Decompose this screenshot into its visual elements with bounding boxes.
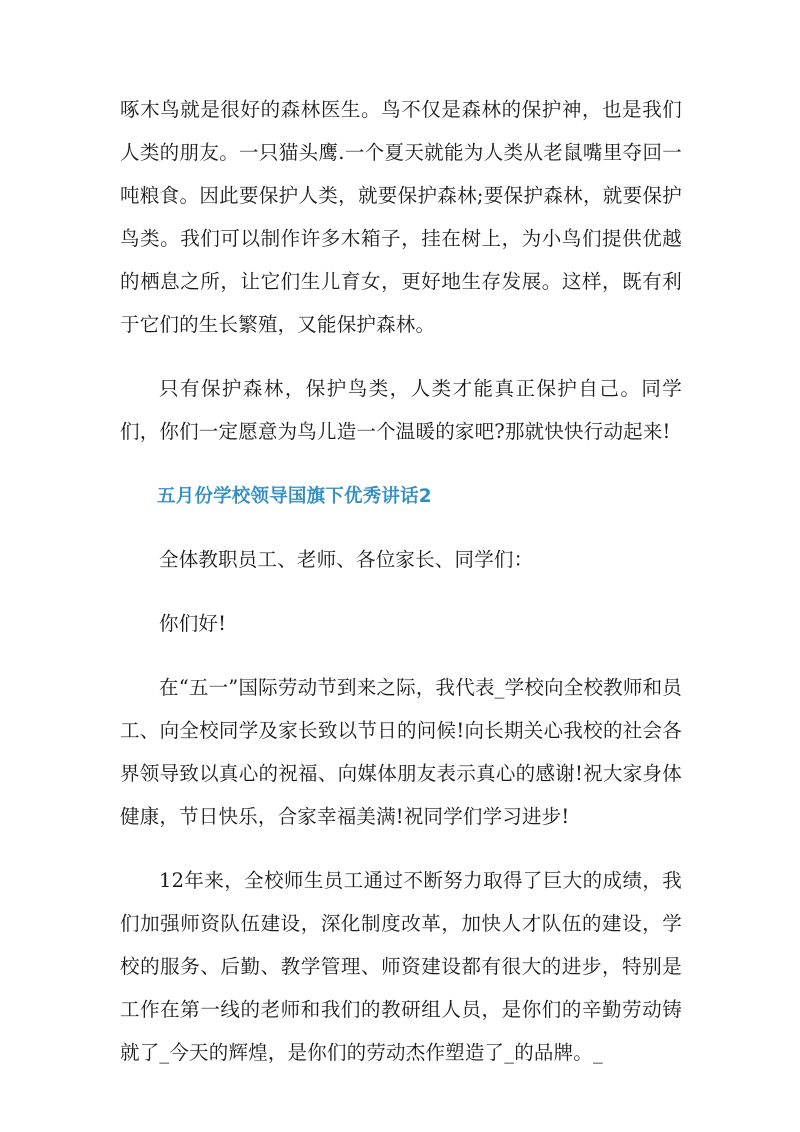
- greeting-paragraph: 你们好!: [159, 612, 227, 635]
- body-paragraph: 只有保护森林，保护鸟类，人类才能真正保护自己。同学们，你们一定愿意为鸟儿造一个温暖的家吧?那就快快行动起来!: [120, 377, 682, 443]
- body-paragraph: 12年来，全校师生员工通过不断努力取得了巨大的成绩，我们加强师资队伍建设，深化制度改革，加快人才队伍的建设，学校的服务、后勤、教学管理、师资建设都有很大的进步，特别是工作在第一线的老师和我们的教研组人员，是你们的辛勤劳动铸就了_今天的辉煌，是你们的劳动杰作塑造了_的品牌。_: [120, 869, 682, 1064]
- section-heading: 五月份学校领导国旗下优秀讲话2: [157, 486, 432, 507]
- body-paragraph: 在“五一”国际劳动节到来之际，我代表_学校向全校教师和员工、向全校同学及家长致以节日的问候!向长期关心我校的社会各界领导致以真心的祝福、向媒体朋友表示真心的感谢!祝大家身体健康，节日快乐，合家幸福美满!祝同学们学习进步!: [120, 676, 682, 828]
- document-body: [120, 88, 682, 1074]
- salutation-paragraph: 全体教职员工、老师、各位家长、同学们：: [159, 548, 534, 571]
- body-paragraph: 啄木鸟就是很好的森林医生。鸟不仅是森林的保护神，也是我们人类的朋友。一只猫头鹰.一个夏天就能为人类从老鼠嘴里夺回一吨粮食。因此要保护人类，就要保护森林;要保护森林，就要保护鸟类。我们可以制作许多木箱子，挂在树上，为小鸟们提供优越的栖息之所，让它们生儿育女，更好地生存发展。这样，既有利于它们的生长繁殖，又能保护森林。: [120, 98, 682, 336]
